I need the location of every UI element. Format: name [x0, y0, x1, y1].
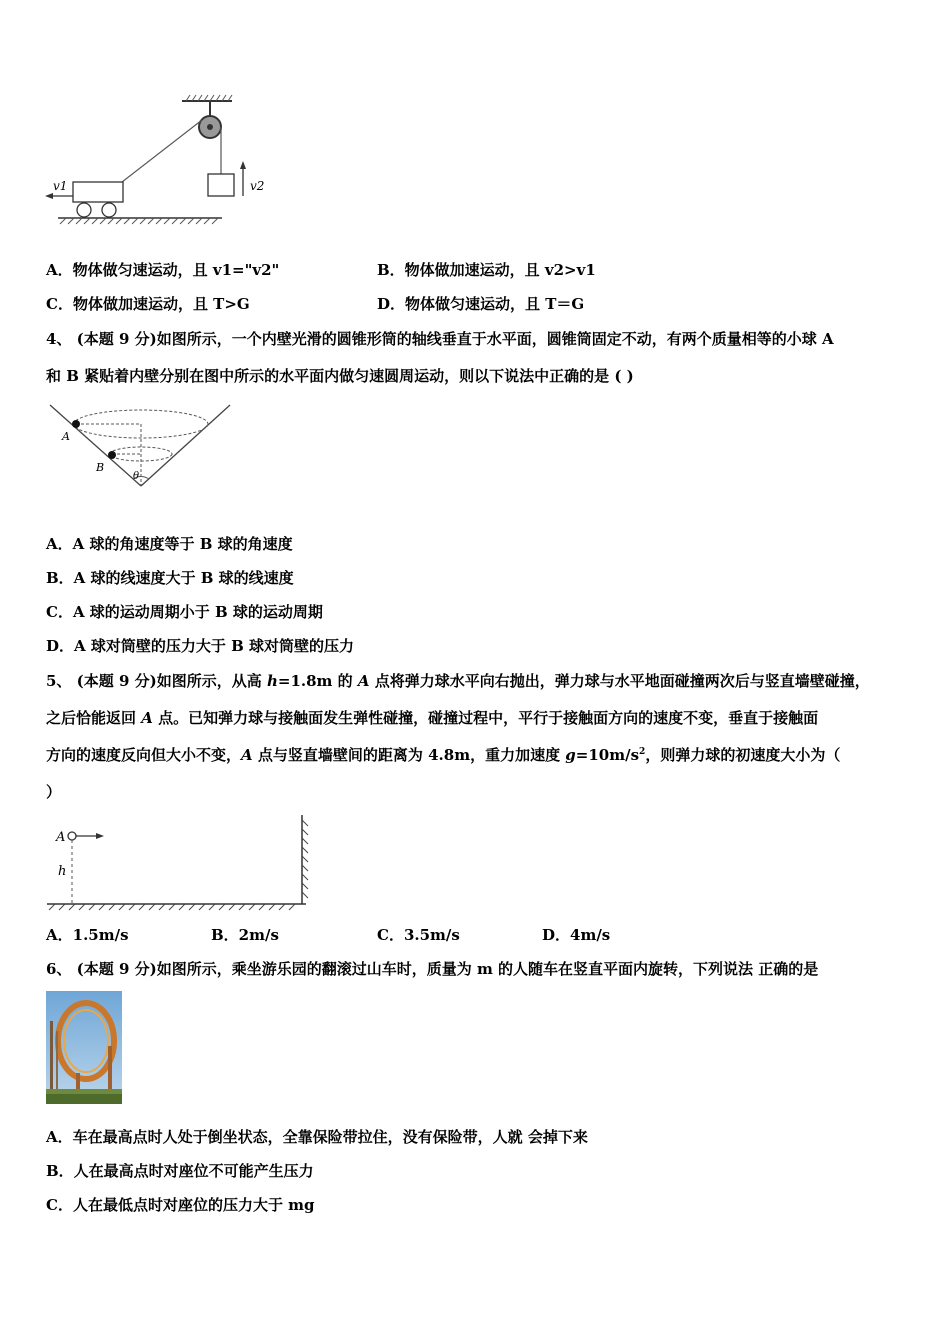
q5-option-c: C．3.5m/s	[377, 926, 460, 944]
q6-stem-line1: 6、 (本题 9 分)如图所示，乘坐游乐园的翻滚过山车时，质量为 m 的人随车在竖直平面内旋转，下列说法 正确的是	[46, 960, 819, 978]
bounce-ball-figure	[44, 812, 316, 912]
q3-option-c: C．物体做加速运动，且 T>G	[46, 295, 250, 313]
ball-a-label: A	[62, 430, 70, 443]
q4-stem-line2: 和 B 紧贴着内壁分别在图中所示的水平面内做匀速圆周运动，则以下说法中正确的是 ( )	[46, 367, 634, 385]
q5-stem-line1: 5、 (本题 9 分)如图所示，从高 h=1.8m 的 A 点将弹力球水平向右抛出，弹力球与水平地面碰撞两次后与竖直墙壁碰撞，	[46, 672, 870, 690]
q4-option-b: B．A 球的线速度大于 B 球的线速度	[46, 569, 294, 587]
roller-coaster-photo	[46, 991, 122, 1104]
q4-option-c: C．A 球的运动周期小于 B 球的运动周期	[46, 603, 323, 621]
q5-stem-line4: ）	[46, 783, 62, 801]
q3-option-a: A．物体做匀速运动，且 v1="v2"	[46, 261, 280, 279]
q5-option-a: A．1.5m/s	[46, 926, 129, 944]
q4-option-a: A．A 球的角速度等于 B 球的角速度	[46, 535, 293, 553]
point-a-label: A	[56, 830, 66, 845]
q3-option-b: B．物体做加速运动，且 v2>v1	[377, 261, 596, 279]
q4-option-d: D．A 球对筒壁的压力大于 B 球对筒壁的压力	[46, 637, 354, 655]
q6-option-b: B．人在最高点时对座位不可能产生压力	[46, 1162, 314, 1180]
theta-label: θ	[133, 471, 140, 482]
height-h-label: h	[58, 864, 67, 879]
v2-label: v2	[250, 179, 265, 193]
q5-option-d: D．4m/s	[542, 926, 611, 944]
q6-option-a: A．车在最高点时人处于倒坐状态，全靠保险带拉住，没有保险带，人就 会掉下来	[46, 1128, 588, 1146]
q3-option-d: D．物体做匀速运动，且 T＝G	[377, 295, 585, 313]
q5-stem-line2: 之后恰能返回 A 点。已知弹力球与接触面发生弹性碰撞，碰撞过程中，平行于接触面方向的速度不变，垂直于接触面	[46, 709, 819, 727]
q4-stem-line1: 4、 (本题 9 分)如图所示，一个内壁光滑的圆锥形筒的轴线垂直于水平面，圆锥筒固定不动，有两个质量相等的小球 A	[46, 330, 834, 348]
q5-option-b: B．2m/s	[211, 926, 279, 944]
cone-figure	[45, 402, 240, 497]
q5-stem-line3: 方向的速度反向但大小不变，A 点与竖直墙壁间的距离为 4.8m，重力加速度 $g=10m/s^2$，则弹力球的初速度大小为（	[46, 746, 841, 764]
pulley-cart-figure	[40, 90, 280, 235]
v1-label: v1	[53, 179, 68, 193]
ball-b-label: B	[96, 461, 105, 474]
q6-option-c: C．人在最低点时对座位的压力大于 mg	[46, 1196, 315, 1214]
